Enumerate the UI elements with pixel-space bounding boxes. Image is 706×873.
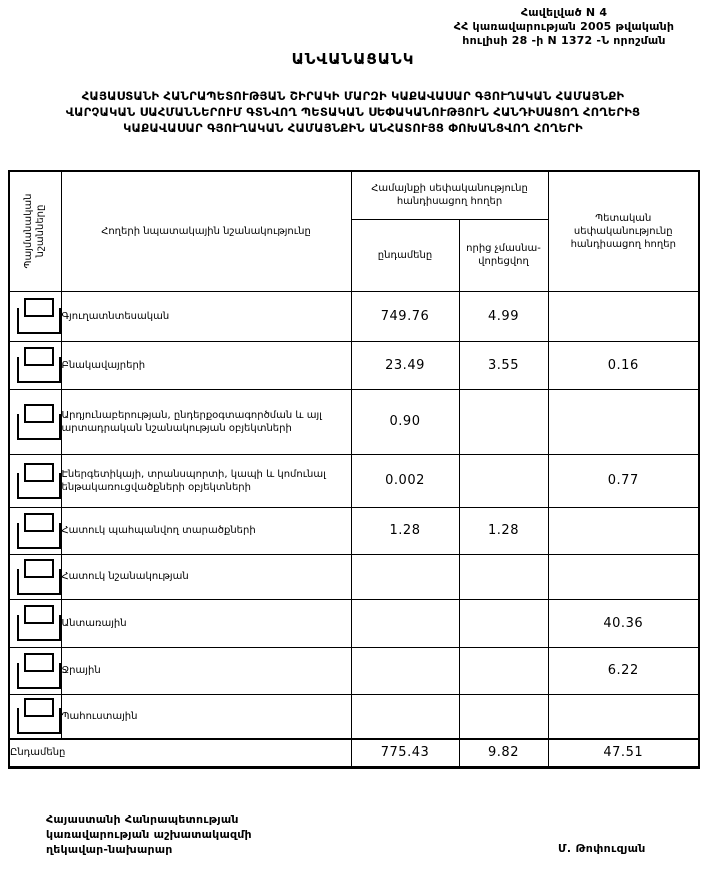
value-community-total [351, 599, 459, 647]
row-label: Հատուկ նշանակության [61, 554, 351, 599]
document-title: ԱՆՎԱՆԱՑԱՆԿ [291, 50, 415, 68]
appendix-line: հուլիսի 28 -ի N 1372 -Ն որոշման [462, 34, 666, 47]
row-label: Բնակավայրերի [61, 341, 351, 389]
value-non-privatized [459, 554, 548, 599]
column-header-community-group: Համայնքի սեփականությունը հանդիսացող հողեր [351, 171, 548, 219]
value-community-total: 0.90 [351, 389, 459, 454]
value-non-privatized: 3.55 [459, 341, 548, 389]
signature-office-line: ղեկավար-նախարար [46, 843, 173, 856]
legend-symbol-icon [17, 404, 61, 440]
value-community-total: 1.28 [351, 507, 459, 554]
legend-symbol-icon [17, 298, 61, 334]
table-row [9, 389, 699, 454]
land-transfer-table [8, 170, 700, 769]
value-state: 6.22 [548, 647, 699, 694]
total-non-privatized: 9.82 [459, 739, 548, 767]
subtitle-line: ՎԱՐՉԱԿԱՆ ՍԱՀՄԱՆՆԵՐՈՒՄ ԳՏՆՎՈՂ ՊԵՏԱԿԱՆ ՍԵՓԱԿԱՆՈՒԹՅՈՒՆ ՀԱՆԴԻՍԱՑՈՂ ՀՈՂԵՐԻՑ [65, 105, 641, 119]
legend-symbol-icon [17, 698, 61, 734]
row-label: Անտառային [61, 599, 351, 647]
value-community-total: 749.76 [351, 291, 459, 341]
signature-office-line: Հայաստանի Հանրապետության [46, 813, 239, 826]
table-total-row [9, 739, 699, 767]
subtitle-line: ԿԱՔԱՎԱՍԱՐ ԳՅՈՒՂԱԿԱՆ ՀԱՄԱՅՆՔԻՆ ԱՆՀԱՏՈՒՅՑ ՓՈԽԱՆՑՎՈՂ ՀՈՂԵՐԻ [123, 121, 583, 135]
total-row-label: Ընդամենը [9, 739, 351, 767]
value-community-total: 0.002 [351, 454, 459, 507]
document-subtitle [10, 88, 696, 136]
row-label: Պահուստային [61, 694, 351, 739]
column-header-symbols [9, 171, 61, 291]
column-header-symbols-label: Պայմանական նշանները [23, 193, 47, 269]
legend-symbol-cell [9, 694, 61, 739]
value-non-privatized [459, 599, 548, 647]
value-state [548, 291, 699, 341]
appendix-reference [424, 6, 704, 48]
row-label: Գյուղատնտեսական [61, 291, 351, 341]
value-non-privatized: 1.28 [459, 507, 548, 554]
value-state [548, 389, 699, 454]
value-non-privatized [459, 454, 548, 507]
table-row [9, 647, 699, 694]
row-label: Ջրային [61, 647, 351, 694]
signature-name: Մ. Թոփուզյան [558, 842, 646, 855]
table-row [9, 554, 699, 599]
signature-office-block [46, 812, 252, 857]
value-community-total [351, 647, 459, 694]
legend-symbol-icon [17, 605, 61, 641]
legend-symbol-cell [9, 341, 61, 389]
appendix-line: Հավելված N 4 [520, 6, 608, 19]
table-row [9, 454, 699, 507]
table-row [9, 341, 699, 389]
column-header-purpose: Հողերի նպատակային նշանակությունը [61, 171, 351, 291]
legend-symbol-icon [17, 653, 61, 689]
value-non-privatized: 4.99 [459, 291, 548, 341]
column-header-non-privatized: որից չմասնա- վորեցվող [459, 219, 548, 291]
appendix-line: ՀՀ կառավարության 2005 թվականի [453, 20, 675, 33]
value-state: 0.16 [548, 341, 699, 389]
value-non-privatized [459, 647, 548, 694]
value-community-total [351, 694, 459, 739]
legend-symbol-icon [17, 347, 61, 383]
value-state [548, 507, 699, 554]
legend-symbol-cell [9, 554, 61, 599]
legend-symbol-cell [9, 291, 61, 341]
legend-symbol-icon [17, 559, 61, 595]
row-label: Էներգետիկայի, տրանսպորտի, կապի և կոմունալ ենթակառուցվածքների օբյեկտների [61, 454, 351, 507]
value-non-privatized [459, 389, 548, 454]
row-label: Հատուկ պահպանվող տարածքների [61, 507, 351, 554]
value-state: 40.36 [548, 599, 699, 647]
signature-office-line: կառավարության աշխատակազմի [46, 828, 252, 841]
column-header-total: ընդամենը [351, 219, 459, 291]
subtitle-line: ՀԱՅԱՍՏԱՆԻ ՀԱՆՐԱՊԵՏՈՒԹՅԱՆ ՇԻՐԱԿԻ ՄԱՐԶԻ ԿԱՔԱՎԱՍԱՐ ԳՅՈՒՂԱԿԱՆ ՀԱՄԱՅՆՔԻ [81, 89, 625, 103]
value-state [548, 694, 699, 739]
legend-symbol-cell [9, 389, 61, 454]
legend-symbol-cell [9, 454, 61, 507]
legend-symbol-cell [9, 507, 61, 554]
legend-symbol-icon [17, 513, 61, 549]
value-state [548, 554, 699, 599]
legend-symbol-icon [17, 463, 61, 499]
column-header-state: Պետական սեփականությունը հանդիսացող հողեր [548, 171, 699, 291]
value-community-total [351, 554, 459, 599]
total-community: 775.43 [351, 739, 459, 767]
value-community-total: 23.49 [351, 341, 459, 389]
value-non-privatized [459, 694, 548, 739]
table-row [9, 507, 699, 554]
table-row [9, 694, 699, 739]
total-state: 47.51 [548, 739, 699, 767]
value-state: 0.77 [548, 454, 699, 507]
table-row [9, 599, 699, 647]
row-label: Արդյունաբերության, ընդերքօգտագործման և այլ արտադրական նշանակության օբյեկտների [61, 389, 351, 454]
legend-symbol-cell [9, 599, 61, 647]
legend-symbol-cell [9, 647, 61, 694]
table-row [9, 291, 699, 341]
